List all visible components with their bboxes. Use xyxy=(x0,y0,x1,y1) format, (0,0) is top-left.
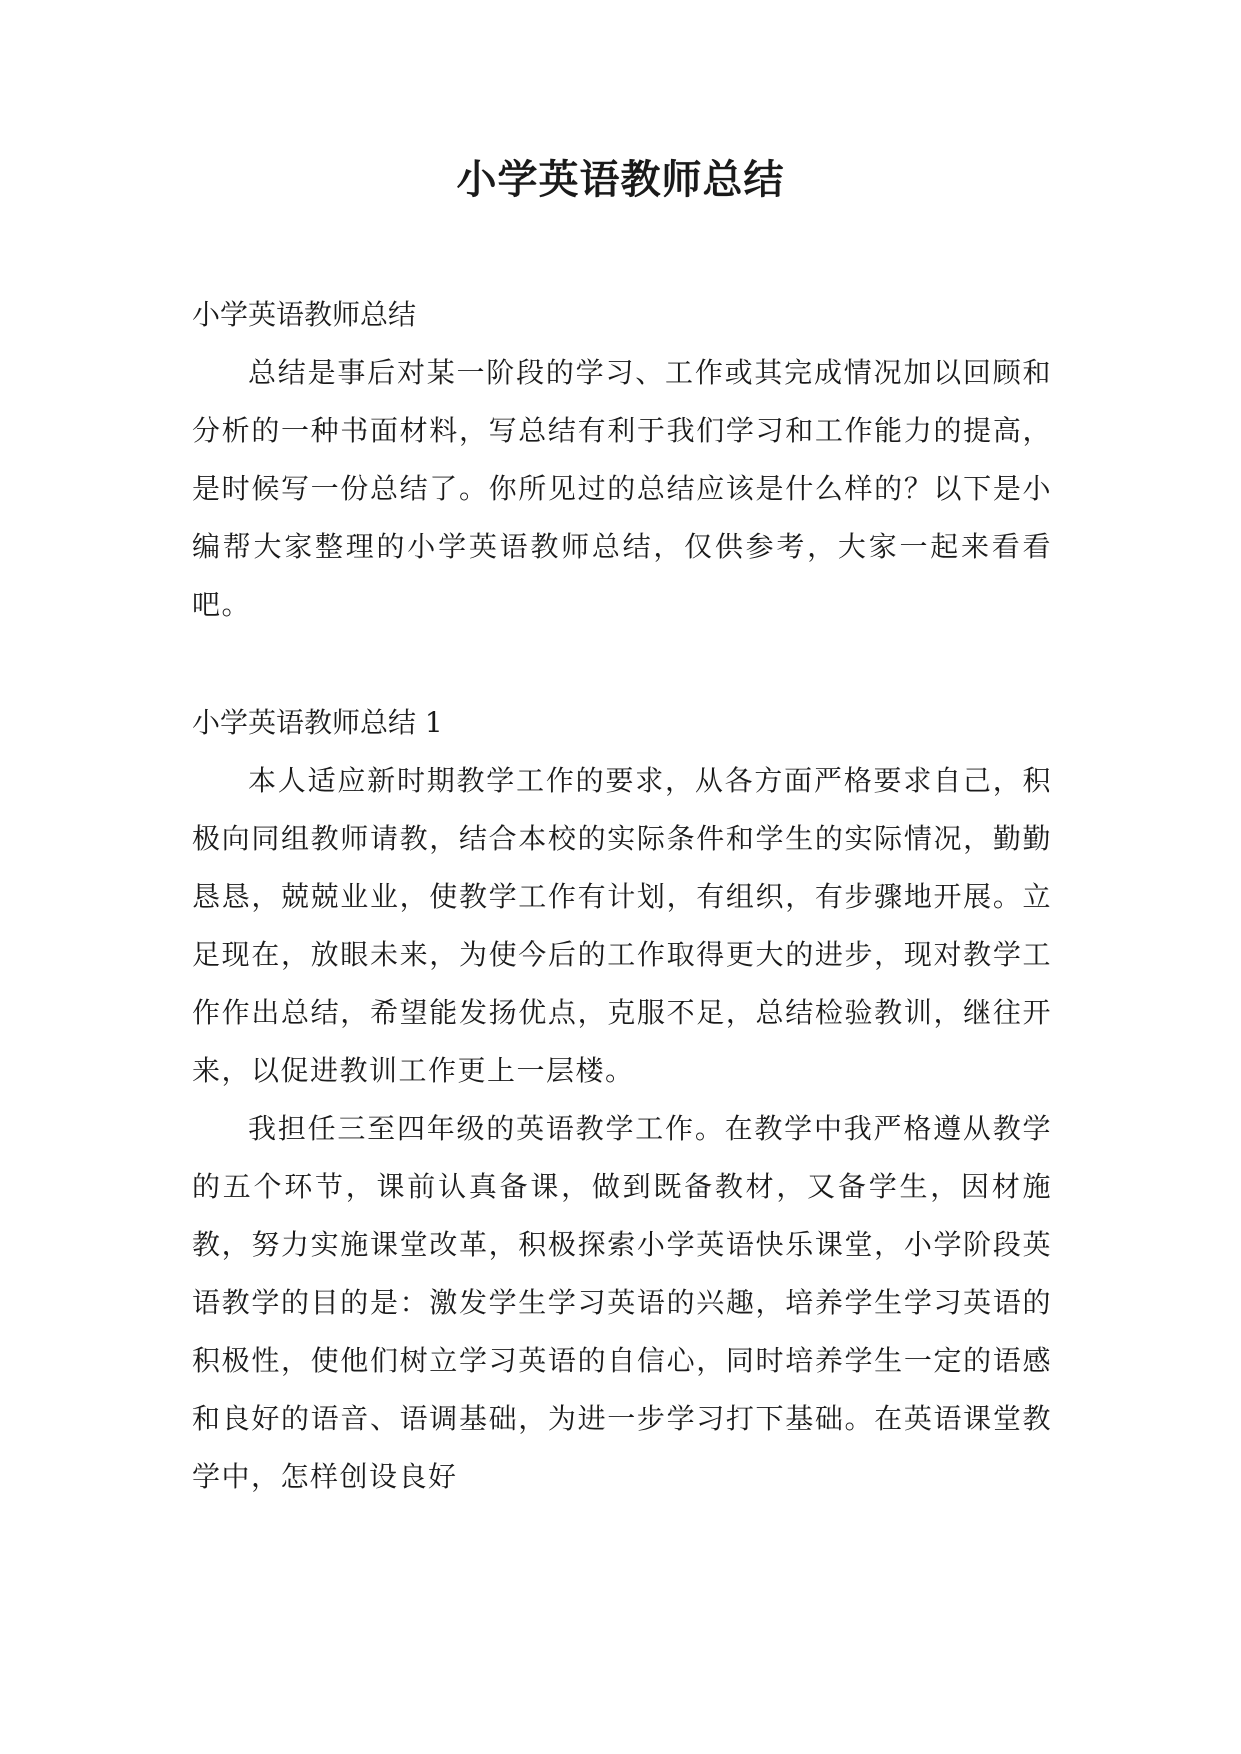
section-1-paragraph-2: 我担任三至四年级的英语教学工作。在教学中我严格遵从教学的五个环节，课前认真备课，做到既备教材，又备学生，因材施教，努力实施课堂改革，积极探索小学英语快乐课堂，小学阶段英语教学的目的是：激发学生学习英语的兴趣，培养学生学习英语的积极性，使他们树立学习英语的自信心，同时培养学生一定的语感和良好的语音、语调基础，为进一步学习打下基础。在英语课堂教学中，怎样创设良好 xyxy=(192,1112,1052,1493)
section-1 xyxy=(192,694,1052,1506)
section-1-paragraph-1: 本人适应新时期教学工作的要求，从各方面严格要求自己，积极向同组教师请教，结合本校的实际条件和学生的实际情况，勤勤恳恳，兢兢业业，使教学工作有计划，有组织，有步骤地开展。立足现在，放眼未来，为使今后的工作取得更大的进步，现对教学工作作出总结，希望能发扬优点，克服不足，总结检验教训，继往开来，以促进教训工作更上一层楼。 xyxy=(192,764,1052,1087)
intro-paragraph: 总结是事后对某一阶段的学习、工作或其完成情况加以回顾和分析的一种书面材料，写总结有利于我们学习和工作能力的提高，是时候写一份总结了。你所见过的总结应该是什么样的？以下是小编帮大家整理的小学英语教师总结，仅供参考，大家一起来看看吧。 xyxy=(192,356,1052,621)
document-title: 小学英语教师总结 xyxy=(456,156,785,203)
intro-heading: 小学英语教师总结 xyxy=(192,298,417,331)
intro-section xyxy=(192,286,1052,634)
section-1-heading: 小学英语教师总结 1 xyxy=(192,706,443,739)
